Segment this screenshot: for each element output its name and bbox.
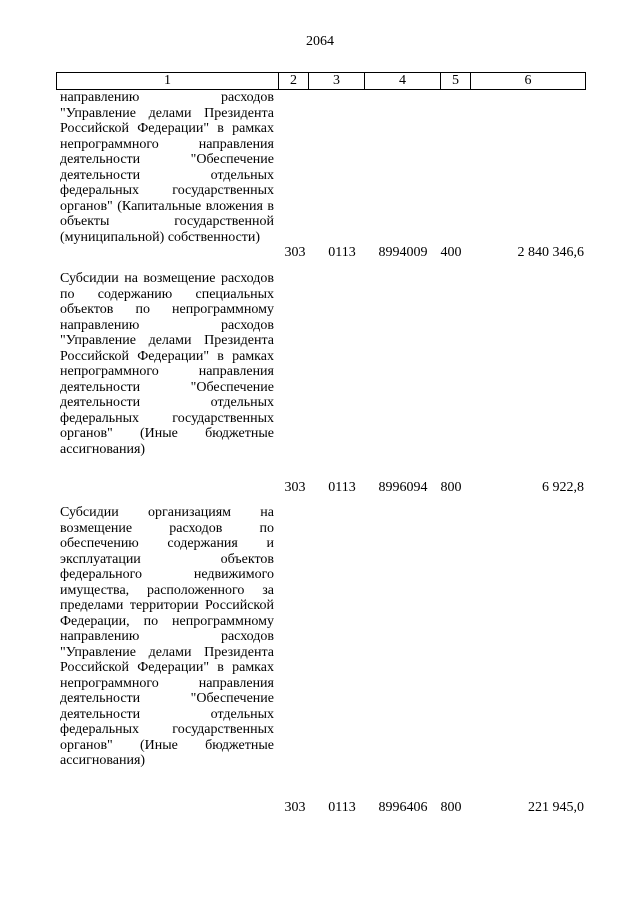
row-description: направлению расходов "Управление делами Президента Российской Федерации" в рамках непрограммного направления деятельности "Обеспечение деятельности отдельных федеральных государственных органов" (Капитальные вложения в объекты государственной (муниципальной) собственности) bbox=[60, 90, 274, 245]
row-amount: 6 922,8 bbox=[542, 480, 584, 495]
row-code-target: 8996094 bbox=[378, 480, 428, 495]
row-amount: 2 840 346,6 bbox=[517, 245, 584, 260]
column-header-1: 1 bbox=[57, 73, 279, 90]
row-code-section: 0113 bbox=[328, 245, 356, 260]
column-header-row bbox=[57, 73, 586, 90]
row-description: Субсидии на возмещение расходов по содержанию специальных объектов по непрограммному направлению расходов "Управление делами Президента Российской Федерации" в рамках непрограммного направления деятельности "Обеспечение деятельности отдельных федеральных государственных органов" (Иные бюджетные ассигнования) bbox=[60, 271, 274, 457]
row-code-ministry: 303 bbox=[284, 480, 306, 495]
row-code-target: 8996406 bbox=[378, 800, 428, 815]
column-header-5: 5 bbox=[441, 73, 471, 90]
row-code-expense-type: 400 bbox=[440, 245, 462, 260]
column-header-3: 3 bbox=[309, 73, 365, 90]
column-header-4: 4 bbox=[365, 73, 441, 90]
row-code-ministry: 303 bbox=[284, 245, 306, 260]
row-code-expense-type: 800 bbox=[440, 800, 462, 815]
page-number: 2064 bbox=[306, 34, 334, 49]
column-header-table bbox=[56, 72, 586, 90]
column-header-6: 6 bbox=[471, 73, 586, 90]
row-code-expense-type: 800 bbox=[440, 480, 462, 495]
row-amount: 221 945,0 bbox=[528, 800, 584, 815]
row-description: Субсидии организациям на возмещение расходов по обеспечению содержания и эксплуатации объектов федерального недвижимого имущества, расположенного за пределами территории Российской Федерации, по непрограммному направлению расходов "Управление делами Президента Российской Федерации" в рамках непрограммного направления деятельности "Обеспечение деятельности отдельных федеральных государственных органов" (Иные бюджетные ассигнования) bbox=[60, 505, 274, 768]
column-header-2: 2 bbox=[279, 73, 309, 90]
row-code-ministry: 303 bbox=[284, 800, 306, 815]
row-code-target: 8994009 bbox=[378, 245, 428, 260]
row-code-section: 0113 bbox=[328, 800, 356, 815]
row-code-section: 0113 bbox=[328, 480, 356, 495]
